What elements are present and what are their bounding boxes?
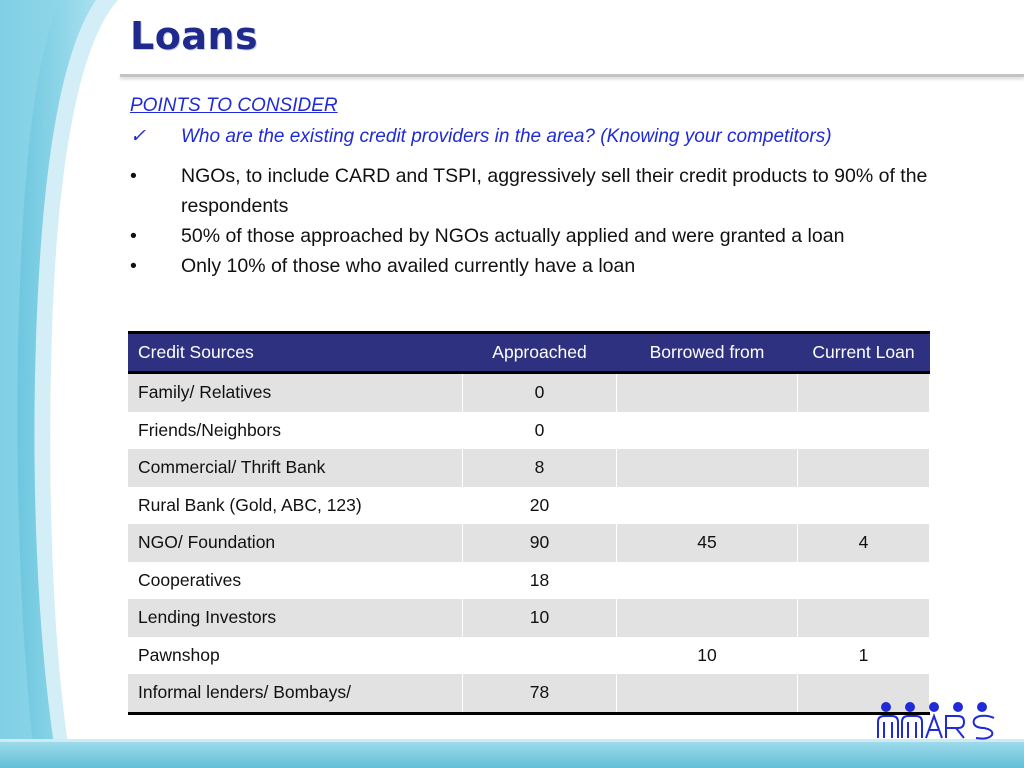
check-item (130, 125, 832, 148)
mmrs-logo (876, 700, 1000, 742)
bullet-text: NGOs, to include CARD and TSPI, aggressively sell their credit products to 90% of the respondents (181, 165, 928, 217)
cell-current-loan (798, 449, 930, 487)
cell-approached: 78 (463, 674, 617, 713)
cell-credit-source: Pawnshop (128, 637, 463, 675)
cell-credit-source: Rural Bank (Gold, ABC, 123) (128, 487, 463, 525)
table-row (128, 412, 930, 450)
cell-current-loan (798, 487, 930, 525)
cell-credit-source: Family/ Relatives (128, 373, 463, 412)
cell-approached: 0 (463, 412, 617, 450)
points-to-consider-heading: POINTS TO CONSIDER (130, 95, 338, 116)
cell-borrowed-from (617, 449, 798, 487)
table-header-row (128, 333, 930, 373)
cell-approached: 90 (463, 524, 617, 562)
check-icon: ✓ (130, 126, 146, 147)
bullet-icon: • (130, 225, 137, 247)
table-row (128, 373, 930, 412)
table-row (128, 674, 930, 713)
table-row (128, 487, 930, 525)
bullet-text: Only 10% of those who availed currently have a loan (181, 255, 636, 277)
cell-approached: 18 (463, 562, 617, 600)
bottom-band-line (0, 739, 1024, 742)
column-header-current-loan: Current Loan (798, 333, 930, 373)
column-header-borrowed-from: Borrowed from (617, 333, 798, 373)
bullet-list (130, 161, 960, 281)
table-row (128, 524, 930, 562)
check-item-text: Who are the existing credit providers in the area? (Knowing your competitors) (181, 126, 832, 147)
cell-approached: 0 (463, 373, 617, 412)
credit-sources-table (128, 331, 930, 715)
bullet-icon: • (130, 165, 137, 187)
bullet-item (130, 161, 960, 221)
cell-current-loan (798, 373, 930, 412)
cell-borrowed-from (617, 599, 798, 637)
cell-borrowed-from (617, 373, 798, 412)
table-row (128, 637, 930, 675)
cell-credit-source: Commercial/ Thrift Bank (128, 449, 463, 487)
title-underline (120, 74, 1024, 77)
cell-credit-source: Cooperatives (128, 562, 463, 600)
cell-credit-source: Friends/Neighbors (128, 412, 463, 450)
cell-current-loan (798, 412, 930, 450)
column-header-approached: Approached (463, 333, 617, 373)
table-row (128, 562, 930, 600)
cell-credit-source: Informal lenders/ Bombays/ (128, 674, 463, 713)
table-row (128, 449, 930, 487)
cell-credit-source: NGO/ Foundation (128, 524, 463, 562)
cell-borrowed-from (617, 674, 798, 713)
cell-approached: 8 (463, 449, 617, 487)
slide-title: Loans (130, 14, 259, 58)
bullet-item (130, 251, 960, 281)
cell-current-loan (798, 562, 930, 600)
bottom-band (0, 741, 1024, 768)
bullet-item (130, 221, 960, 251)
table-row (128, 599, 930, 637)
cell-borrowed-from (617, 487, 798, 525)
cell-current-loan (798, 599, 930, 637)
cell-approached: 10 (463, 599, 617, 637)
cell-credit-source: Lending Investors (128, 599, 463, 637)
cell-approached: 20 (463, 487, 617, 525)
cell-approached (463, 637, 617, 675)
cell-current-loan: 1 (798, 637, 930, 675)
bullet-icon: • (130, 255, 137, 277)
column-header-credit-sources: Credit Sources (128, 333, 463, 373)
cell-borrowed-from: 10 (617, 637, 798, 675)
cell-current-loan: 4 (798, 524, 930, 562)
cell-borrowed-from (617, 562, 798, 600)
cell-borrowed-from: 45 (617, 524, 798, 562)
bullet-text: 50% of those approached by NGOs actually applied and were granted a loan (181, 225, 845, 247)
cell-borrowed-from (617, 412, 798, 450)
